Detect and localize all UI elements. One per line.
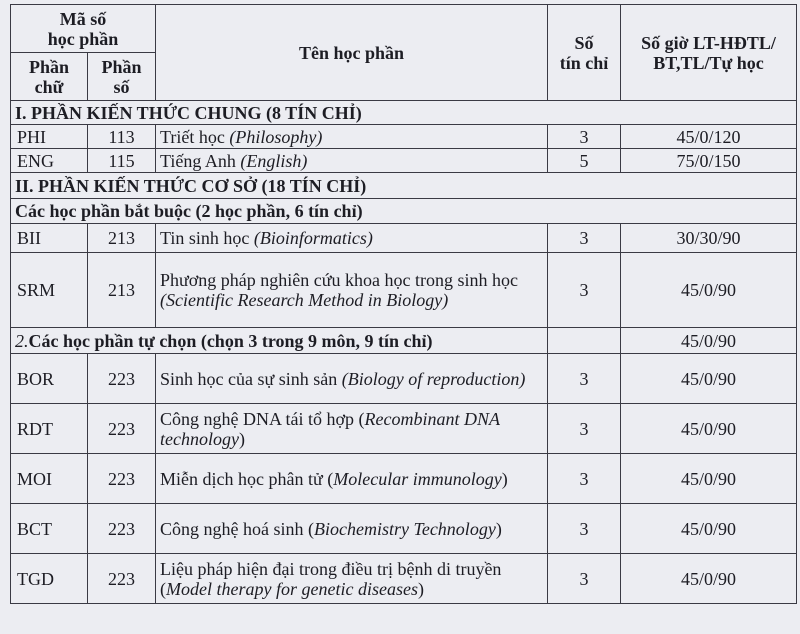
course-number: 213 — [88, 253, 156, 328]
course-name — [156, 253, 548, 328]
course-number: 213 — [88, 224, 156, 253]
group-elective-hours: 45/0/90 — [621, 328, 797, 354]
table-row — [11, 504, 797, 554]
header-hoc-phan: học phần — [47, 28, 119, 49]
course-hours: 45/0/120 — [621, 125, 797, 149]
course-alpha: BCT — [11, 504, 88, 554]
group-elective-title — [11, 328, 548, 354]
course-name — [156, 224, 548, 253]
header-credits — [548, 5, 621, 101]
course-name-vi: Miễn dịch học phân tử ( — [160, 468, 334, 489]
course-name-vi: Sinh học của sự sinh sản — [160, 368, 338, 389]
course-number: 223 — [88, 454, 156, 504]
group-row — [11, 328, 797, 354]
course-name-en: Molecular immunology — [333, 468, 502, 489]
section-general-title: I. PHẦN KIẾN THỨC CHUNG (8 TÍN CHỈ) — [11, 101, 797, 125]
course-name-en: (Scientific Research Method in Biology) — [160, 290, 449, 310]
course-name-close: ) — [239, 428, 245, 449]
table-row — [11, 125, 797, 149]
course-name-en: (Philosophy) — [229, 126, 323, 147]
course-number: 223 — [88, 354, 156, 404]
course-credits: 3 — [548, 224, 621, 253]
course-name-close: ) — [495, 518, 502, 539]
table-row — [11, 253, 797, 328]
course-hours: 45/0/90 — [621, 404, 797, 454]
header-hours-line2: BT,TL/Tự học — [653, 52, 764, 73]
header-hours-line1: Số giờ LT-HĐTL/ — [641, 32, 776, 53]
course-name-en: Recombinant DNA technology — [160, 408, 500, 449]
course-name-en: (Bioinformatics) — [253, 228, 373, 248]
section-foundation-title: II. PHẦN KIẾN THỨC CƠ SỞ (18 TÍN CHỈ) — [11, 173, 797, 199]
course-number: 223 — [88, 554, 156, 604]
course-credits: 3 — [548, 504, 621, 554]
table-row — [11, 404, 797, 454]
course-name-en: Model therapy for genetic diseases — [166, 578, 418, 599]
course-alpha: BOR — [11, 354, 88, 404]
course-hours: 30/30/90 — [621, 224, 797, 253]
course-name — [156, 554, 548, 604]
header-course-name: Tên học phần — [156, 5, 548, 101]
course-alpha: RDT — [11, 404, 88, 454]
course-credits: 3 — [548, 454, 621, 504]
course-number: 223 — [88, 404, 156, 454]
course-name — [156, 404, 548, 454]
header-phan2: Phần — [101, 56, 142, 77]
course-alpha: ENG — [11, 149, 88, 173]
course-hours: 45/0/90 — [621, 554, 797, 604]
course-credits: 3 — [548, 253, 621, 328]
header-hours — [621, 5, 797, 101]
group-elective-credits — [548, 328, 621, 354]
course-credits: 5 — [548, 149, 621, 173]
table-row — [11, 554, 797, 604]
course-hours: 45/0/90 — [621, 253, 797, 328]
course-hours: 45/0/90 — [621, 354, 797, 404]
header-tin-chi: tín chỉ — [559, 52, 609, 73]
course-name-vi: Công nghệ hoá sinh ( — [160, 518, 314, 539]
course-credits: 3 — [548, 125, 621, 149]
header-row — [11, 5, 797, 53]
table-row — [11, 224, 797, 253]
course-credits: 3 — [548, 554, 621, 604]
course-hours: 45/0/90 — [621, 504, 797, 554]
course-number: 115 — [88, 149, 156, 173]
course-hours: 45/0/90 — [621, 454, 797, 504]
table-row — [11, 454, 797, 504]
course-credits: 3 — [548, 404, 621, 454]
course-name — [156, 125, 548, 149]
header-alpha-code — [11, 53, 88, 101]
course-name-vi: Tiếng Anh — [160, 150, 236, 171]
header-chu: chữ — [34, 76, 64, 97]
group-elective-number: 2. — [15, 330, 29, 351]
course-name-vi: Liệu pháp hiện đại trong điều trị bệnh di truyền ( — [160, 558, 502, 599]
curriculum-table — [10, 4, 797, 604]
header-numeric-code — [88, 53, 156, 101]
course-alpha: SRM — [11, 253, 88, 328]
header-phan: Phần — [28, 56, 70, 77]
course-alpha: PHI — [11, 125, 88, 149]
course-name — [156, 149, 548, 173]
header-ma-so: Mã số — [59, 8, 107, 29]
section-row — [11, 101, 797, 125]
table-row — [11, 149, 797, 173]
group-row — [11, 199, 797, 224]
group-required-title: Các học phần bắt buộc (2 học phần, 6 tín chỉ) — [11, 199, 797, 224]
header-so2: số — [113, 76, 130, 97]
course-number: 113 — [88, 125, 156, 149]
header-so: Số — [574, 32, 594, 53]
course-name-en: (Biology of reproduction) — [341, 368, 526, 389]
course-name — [156, 354, 548, 404]
course-name — [156, 454, 548, 504]
course-name-en: Biochemistry Technology — [314, 518, 496, 539]
group-elective-text: Các học phần tự chọn (chọn 3 trong 9 môn, 9 tín chỉ) — [28, 330, 433, 351]
course-name — [156, 504, 548, 554]
course-name-en: (English) — [240, 150, 308, 171]
course-alpha: BII — [11, 224, 88, 253]
course-name-vi: Công nghệ DNA tái tổ hợp ( — [160, 408, 365, 429]
course-alpha: MOI — [11, 454, 88, 504]
course-name-close: ) — [417, 578, 424, 599]
header-course-code — [11, 5, 156, 53]
course-name-vi: Triết học — [160, 126, 225, 147]
course-alpha: TGD — [11, 554, 88, 604]
section-row — [11, 173, 797, 199]
course-hours: 75/0/150 — [621, 149, 797, 173]
table-row — [11, 354, 797, 404]
course-name-vi: Tin sinh học — [160, 228, 250, 248]
course-name-vi: Phương pháp nghiên cứu khoa học trong sinh học — [160, 270, 518, 290]
course-number: 223 — [88, 504, 156, 554]
course-name-close: ) — [501, 468, 508, 489]
course-credits: 3 — [548, 354, 621, 404]
